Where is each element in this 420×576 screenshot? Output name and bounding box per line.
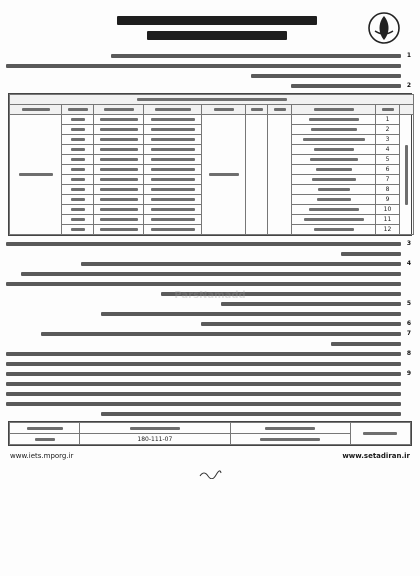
table-cell <box>94 115 144 125</box>
table-cell <box>230 434 350 445</box>
table-cell <box>62 115 94 125</box>
notice-title <box>102 10 332 46</box>
table-cell: 9 <box>376 195 400 205</box>
table-cell: 7 <box>376 175 400 185</box>
website-link[interactable]: www.setadiran.ir <box>342 452 410 460</box>
clause-number: 9 <box>406 370 412 377</box>
table-cell: 2 <box>376 125 400 135</box>
table-header-row <box>10 423 411 434</box>
clause-number: 1 <box>406 52 412 59</box>
table-cell <box>202 115 246 235</box>
table-cell <box>10 434 80 445</box>
column-header <box>230 423 350 434</box>
signature-icon <box>6 464 414 483</box>
clause-number: 6 <box>406 320 412 327</box>
website-link[interactable]: www.iets.mporg.ir <box>10 452 74 460</box>
column-header <box>94 105 144 115</box>
column-header <box>400 105 414 115</box>
table-cell <box>292 115 376 125</box>
table-cell <box>144 115 202 125</box>
column-header <box>80 423 230 434</box>
government-emblem-icon <box>364 8 404 48</box>
table-cell: 8 <box>376 185 400 195</box>
table-cell: 12 <box>376 225 400 235</box>
clause-number: 2 <box>406 82 412 89</box>
footer <box>10 450 410 462</box>
column-header <box>350 423 410 445</box>
notice-header <box>6 6 414 50</box>
table-header-row <box>10 105 414 115</box>
table-cell: 10 <box>376 205 400 215</box>
table-cell <box>400 115 414 235</box>
table-cell: 4 <box>376 145 400 155</box>
table-cell: 5 <box>376 155 400 165</box>
table-cell <box>10 115 62 235</box>
clause-number: 7 <box>406 330 412 337</box>
table-caption-row <box>10 95 414 105</box>
column-header <box>202 105 246 115</box>
title-line <box>147 31 287 40</box>
clause-number: 4 <box>406 260 412 267</box>
guarantee-table <box>8 421 412 446</box>
column-header <box>144 105 202 115</box>
table-cell <box>268 115 292 235</box>
column-header <box>376 105 400 115</box>
table-cell: 1 <box>376 115 400 125</box>
notice-clauses <box>6 52 414 89</box>
title-line <box>117 16 317 25</box>
watermark: ParsNamadd <box>174 290 246 301</box>
clause-number: 8 <box>406 350 412 357</box>
column-header <box>10 423 80 434</box>
column-header <box>292 105 376 115</box>
table-cell: 11 <box>376 215 400 225</box>
notice-conditions <box>6 240 414 417</box>
column-header <box>246 105 268 115</box>
registration-code: 180-111-07 <box>80 434 230 445</box>
table-row <box>10 115 414 125</box>
clause-number: 3 <box>406 240 412 247</box>
table-cell: 3 <box>376 135 400 145</box>
table-cell <box>246 115 268 235</box>
table-cell: 6 <box>376 165 400 175</box>
items-table <box>8 93 412 236</box>
column-header <box>62 105 94 115</box>
clause-number: 5 <box>406 300 412 307</box>
column-header <box>10 105 62 115</box>
column-header <box>268 105 292 115</box>
